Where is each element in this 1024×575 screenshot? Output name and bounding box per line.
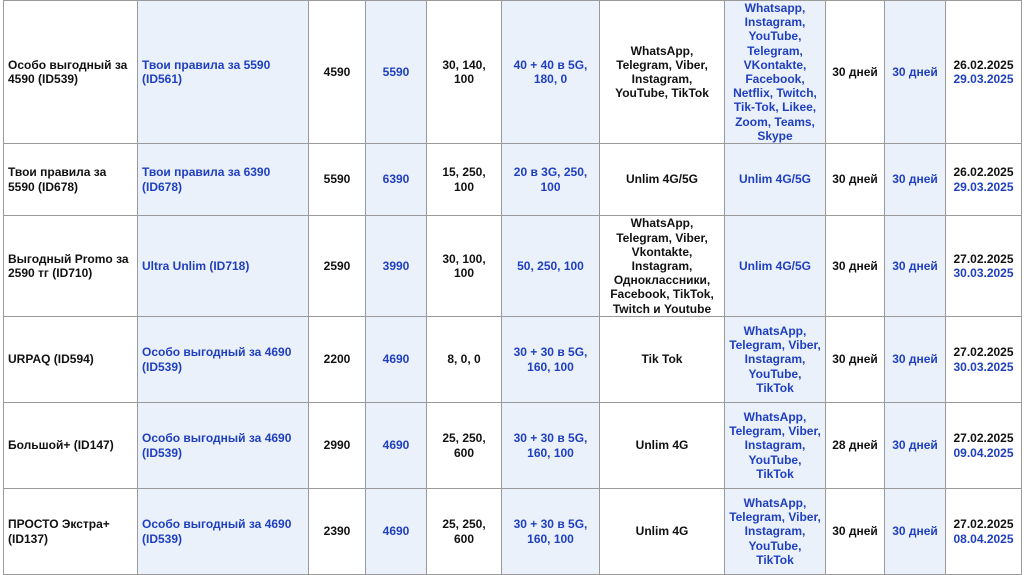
old-package-cell: 15, 250, 100 [427, 144, 502, 216]
old-price-cell: 2990 [309, 403, 366, 489]
new-tariff-cell: Твои правила за 5590 (ID561) [138, 1, 309, 144]
table-row [4, 1, 1022, 144]
old-period-cell: 30 дней [826, 216, 885, 317]
new-tariff-cell: Особо выгодный за 4690 (ID539) [138, 403, 309, 489]
new-unlim-cell: WhatsApp, Telegram, Viber, Instagram, YouTube, TikTok [725, 403, 826, 489]
new-price-cell: 4690 [366, 489, 427, 575]
new-period-cell: 30 дней [885, 144, 946, 216]
date-to: 29.03.2025 [953, 179, 1014, 194]
new-package-cell: 20 в 3G, 250, 100 [502, 144, 600, 216]
new-price-cell: 6390 [366, 144, 427, 216]
date-cell [946, 317, 1022, 403]
date-cell [946, 1, 1022, 144]
table-row [4, 317, 1022, 403]
new-package-cell: 30 + 30 в 5G, 160, 100 [502, 403, 600, 489]
new-period-cell: 30 дней [885, 216, 946, 317]
old-unlim-cell: Unlim 4G [600, 403, 725, 489]
date-from: 27.02.2025 [953, 345, 1014, 360]
new-price-cell: 4690 [366, 317, 427, 403]
new-period-cell: 30 дней [885, 489, 946, 575]
new-tariff-cell: Особо выгодный за 4690 (ID539) [138, 317, 309, 403]
date-to: 08.04.2025 [953, 531, 1014, 546]
new-price-cell: 4690 [366, 403, 427, 489]
old-period-cell: 28 дней [826, 403, 885, 489]
new-period-cell: 30 дней [885, 403, 946, 489]
old-period-cell: 30 дней [826, 144, 885, 216]
new-tariff-cell: Твои правила за 6390 (ID678) [138, 144, 309, 216]
new-package-cell: 30 + 30 в 5G, 160, 100 [502, 489, 600, 575]
old-price-cell: 2390 [309, 489, 366, 575]
table-row [4, 403, 1022, 489]
new-tariff-cell: Ultra Unlim (ID718) [138, 216, 309, 317]
new-package-cell: 30 + 30 в 5G, 160, 100 [502, 317, 600, 403]
new-price-cell: 3990 [366, 216, 427, 317]
table-row [4, 216, 1022, 317]
old-unlim-cell: WhatsApp, Telegram, Viber, Vkontakte, Instagram, Одноклассники, Facebook, TikTok, Twitch и Youtube [600, 216, 725, 317]
tariff-migration-table [3, 0, 1022, 575]
date-cell [946, 144, 1022, 216]
old-tariff-cell: Особо выгодный за 4590 (ID539) [4, 1, 138, 144]
new-package-cell: 50, 250, 100 [502, 216, 600, 317]
date-from: 27.02.2025 [953, 517, 1014, 532]
old-package-cell: 25, 250, 600 [427, 403, 502, 489]
date-cell [946, 403, 1022, 489]
new-period-cell: 30 дней [885, 1, 946, 144]
date-from: 27.02.2025 [953, 431, 1014, 446]
old-unlim-cell: Unlim 4G [600, 489, 725, 575]
new-tariff-cell: Особо выгодный за 4690 (ID539) [138, 489, 309, 575]
old-package-cell: 25, 250, 600 [427, 489, 502, 575]
table-row [4, 144, 1022, 216]
old-unlim-cell: WhatsApp, Telegram, Viber, Instagram, YouTube, TikTok [600, 1, 725, 144]
old-package-cell: 30, 100, 100 [427, 216, 502, 317]
old-period-cell: 30 дней [826, 1, 885, 144]
old-period-cell: 30 дней [826, 317, 885, 403]
date-from: 27.02.2025 [953, 251, 1014, 266]
date-to: 30.03.2025 [953, 359, 1014, 374]
new-price-cell: 5590 [366, 1, 427, 144]
old-period-cell: 30 дней [826, 489, 885, 575]
new-unlim-cell: WhatsApp, Telegram, Viber, Instagram, YouTube, TikTok [725, 489, 826, 575]
date-from: 26.02.2025 [953, 165, 1014, 180]
old-tariff-cell: Выгодный Promo за 2590 тг (ID710) [4, 216, 138, 317]
old-tariff-cell: URPAQ (ID594) [4, 317, 138, 403]
new-unlim-cell: Unlim 4G/5G [725, 216, 826, 317]
date-cell [946, 489, 1022, 575]
old-price-cell: 2200 [309, 317, 366, 403]
new-unlim-cell: Unlim 4G/5G [725, 144, 826, 216]
old-price-cell: 2590 [309, 216, 366, 317]
new-package-cell: 40 + 40 в 5G, 180, 0 [502, 1, 600, 144]
old-price-cell: 4590 [309, 1, 366, 144]
old-tariff-cell: ПРОСТО Экстра+ (ID137) [4, 489, 138, 575]
date-to: 29.03.2025 [953, 72, 1014, 87]
date-to: 09.04.2025 [953, 445, 1014, 460]
new-unlim-cell: Whatsapp, Instagram, YouTube, Telegram, VKontakte, Facebook, Netflix, Twitch, Tik-Tok, Likee, Zoom, Teams, Skype [725, 1, 826, 144]
old-package-cell: 30, 140, 100 [427, 1, 502, 144]
new-period-cell: 30 дней [885, 317, 946, 403]
old-package-cell: 8, 0, 0 [427, 317, 502, 403]
old-tariff-cell: Твои правила за 5590 (ID678) [4, 144, 138, 216]
old-tariff-cell: Большой+ (ID147) [4, 403, 138, 489]
old-unlim-cell: Unlim 4G/5G [600, 144, 725, 216]
date-cell [946, 216, 1022, 317]
date-to: 30.03.2025 [953, 266, 1014, 281]
new-unlim-cell: WhatsApp, Telegram, Viber, Instagram, YouTube, TikTok [725, 317, 826, 403]
table-row [4, 489, 1022, 575]
old-price-cell: 5590 [309, 144, 366, 216]
date-from: 26.02.2025 [953, 57, 1014, 72]
old-unlim-cell: Tik Tok [600, 317, 725, 403]
